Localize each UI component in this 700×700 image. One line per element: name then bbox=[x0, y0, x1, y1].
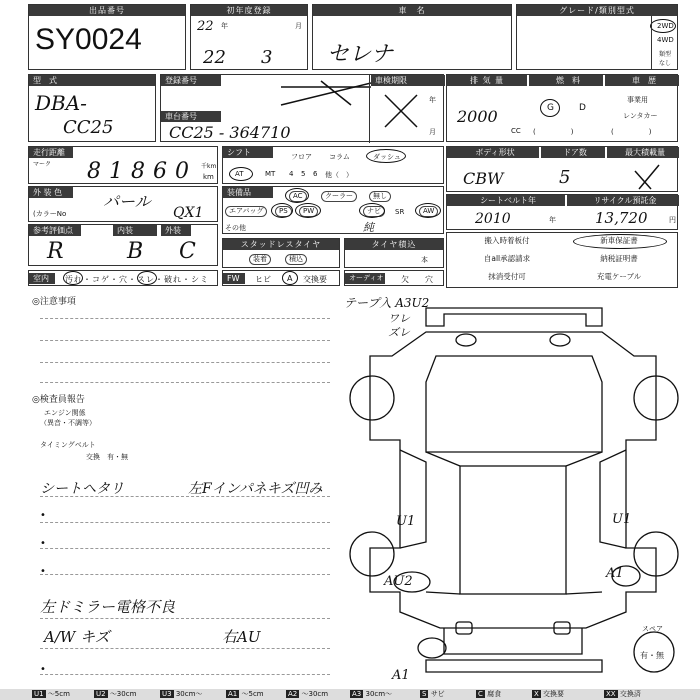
equip-ps-circle bbox=[271, 203, 293, 218]
doc-charging-cable: 充電ケーブル bbox=[596, 272, 642, 281]
diagram-au2: AU2 bbox=[384, 574, 413, 589]
tire-load-unit: 本 bbox=[421, 256, 428, 264]
first-reg-month: 3 bbox=[261, 47, 273, 68]
shift-4: 4 bbox=[289, 170, 294, 178]
grade-box bbox=[516, 4, 678, 70]
fuel-g: G bbox=[547, 103, 554, 113]
audio-hole: 穴 bbox=[425, 275, 433, 284]
legend-u3: U3 30cm～ bbox=[162, 690, 203, 698]
legend-a2: A2 ～30cm bbox=[288, 690, 329, 698]
model-type-box bbox=[28, 74, 156, 142]
remark-panel: 左Fインパネキズ凹み bbox=[188, 481, 323, 497]
recycle-label: リサイクル預託金 bbox=[567, 195, 679, 206]
car-name: セレナ bbox=[327, 42, 394, 67]
equip-none: 無し bbox=[369, 191, 391, 202]
inspector-belt: タイミングベルト bbox=[40, 441, 96, 449]
inspection-cross bbox=[381, 91, 421, 131]
body-box bbox=[446, 146, 678, 192]
fw-crack: ヒビ bbox=[255, 275, 271, 284]
legend-s: S サビ bbox=[422, 690, 445, 698]
mileage-unit: km bbox=[203, 173, 214, 181]
inspector-belt-opts: 交換 有・無 bbox=[86, 453, 128, 461]
grade-label: グレード/類別型式 bbox=[517, 5, 677, 16]
diagram-shift: ズレ bbox=[388, 326, 410, 339]
remark-seat: シートヘタリ bbox=[40, 481, 124, 497]
doors-value: 5 bbox=[559, 167, 571, 188]
diagram-crack: ワレ bbox=[388, 312, 410, 325]
doors-label: ドア数 bbox=[541, 147, 605, 158]
tire-load-box bbox=[344, 238, 444, 268]
interior-grade-label: 内装 bbox=[113, 225, 157, 236]
body-shape-value: CBW bbox=[463, 169, 504, 188]
fw-box bbox=[222, 270, 340, 286]
chassis-number: CC25 - 364710 bbox=[169, 123, 291, 142]
remark-right-au: 右AU bbox=[222, 628, 261, 646]
studless-box bbox=[222, 238, 340, 268]
color-code-label: (カラーNo bbox=[33, 210, 67, 218]
diagram-a1-right: A1 bbox=[606, 566, 624, 581]
shift-dash: ダッシュ bbox=[373, 153, 401, 161]
shift-column: コラム bbox=[329, 153, 350, 161]
fuel-g-circle bbox=[540, 99, 560, 117]
exterior-grade-label: 外装 bbox=[161, 225, 191, 236]
fuel-d: D bbox=[579, 103, 586, 113]
equipment-box bbox=[222, 186, 444, 234]
displacement-label: 排 気 量 bbox=[447, 75, 527, 86]
remark-aw: A/W キズ bbox=[44, 628, 110, 646]
color-box bbox=[28, 186, 218, 222]
tire-load-label: タイヤ積込 bbox=[345, 239, 443, 250]
equip-navi: ナビ bbox=[363, 206, 385, 217]
displacement-box: 排 気 量 燃 料 車 歴 2000 CC G D ( ) 事業用 レンタカー ( ) bbox=[446, 74, 678, 142]
equip-other-label: その他 bbox=[225, 224, 246, 232]
reg-number-cross bbox=[221, 77, 371, 107]
interior-cond-box bbox=[28, 270, 218, 286]
registration-box bbox=[160, 74, 444, 142]
equip-other-value: 純 bbox=[363, 221, 374, 234]
fw-replace: 交換要 bbox=[303, 275, 327, 284]
first-registration-box bbox=[190, 4, 308, 70]
shift-5: 5 bbox=[301, 170, 306, 178]
fuel-label: 燃 料 bbox=[529, 75, 603, 86]
doc-deregistration: 抹消受付可 bbox=[488, 272, 526, 281]
shift-at: AT bbox=[235, 170, 244, 178]
inspector-engine: エンジン関係 bbox=[44, 409, 86, 417]
inspector-engine-sub: （異音・不調等） bbox=[40, 419, 96, 427]
capacity-cross bbox=[627, 161, 667, 191]
diagram-u1-left: U1 bbox=[396, 514, 416, 529]
recycle-unit: 円 bbox=[669, 216, 676, 224]
equipment-label: 装備品 bbox=[223, 187, 273, 198]
first-reg-month-unit: 月 bbox=[295, 22, 302, 30]
interior-dirt-circle bbox=[63, 271, 83, 285]
displacement-value: 2000 bbox=[457, 107, 498, 126]
legend-xx: XX 交換済 bbox=[606, 690, 641, 698]
car-name-label: 車 名 bbox=[313, 5, 511, 16]
fw-a: A bbox=[287, 274, 293, 283]
displacement-unit: CC bbox=[511, 127, 521, 135]
documents-box bbox=[446, 232, 678, 288]
inspector-title: ◎検査員報告 bbox=[32, 395, 85, 405]
interior-cond-items: 汚れ・コゲ・穴・スレ・破れ・シミ bbox=[65, 275, 209, 284]
interior-cond-label: 室内 bbox=[29, 273, 55, 284]
shift-other: 他（ ） bbox=[325, 171, 353, 179]
mileage-value: 81860 bbox=[87, 159, 197, 184]
model-type-line2: CC25 bbox=[63, 117, 114, 138]
exterior-grade: C bbox=[179, 239, 196, 264]
car-condition-diagram bbox=[340, 292, 685, 688]
model-type-label: 型 式 bbox=[29, 75, 155, 86]
equip-navi-circle bbox=[359, 203, 385, 218]
shift-box bbox=[222, 146, 444, 184]
grade-other: 類型なし bbox=[659, 51, 672, 67]
color-label: 外 装 色 bbox=[29, 187, 73, 198]
audio-label: オーディオ bbox=[345, 273, 385, 284]
doc-arrival-plate: 搬入時着板付 bbox=[484, 236, 530, 245]
shift-dash-circle bbox=[366, 149, 406, 163]
inspection-year-unit: 年 bbox=[429, 96, 436, 104]
chassis-label: 車台番号 bbox=[161, 111, 221, 122]
first-reg-era: 22 bbox=[197, 19, 214, 34]
mileage-mark-label: マーク bbox=[33, 161, 52, 168]
capacity-label: 最大積載量 bbox=[607, 147, 679, 158]
reg-number-label: 登録番号 bbox=[161, 75, 221, 86]
mileage-label: 走行距離 bbox=[29, 147, 73, 158]
model-type-line1: DBA- bbox=[35, 91, 87, 115]
grades-label: 参考評価点 bbox=[29, 225, 81, 236]
shift-mt: MT bbox=[265, 170, 276, 178]
doc-warranty: 新車保証書 bbox=[600, 236, 638, 245]
legend-u2: U2 ～30cm bbox=[96, 690, 137, 698]
studless-opt2: 積込 bbox=[285, 254, 307, 265]
equip-aw: AW bbox=[419, 206, 438, 217]
mileage-box bbox=[28, 146, 218, 184]
spare-label: スペア bbox=[642, 625, 663, 633]
lot-number: SY0024 bbox=[35, 23, 142, 56]
diagram-a1-bottom: A1 bbox=[392, 668, 410, 683]
seatbelt-label: シートベルト年 bbox=[447, 195, 565, 206]
equip-pw: PW bbox=[299, 206, 318, 217]
interior-scuff-circle bbox=[137, 271, 157, 285]
legend-x: X 交換要 bbox=[534, 690, 565, 698]
equip-ps: PS bbox=[275, 206, 292, 217]
lot-number-box bbox=[28, 4, 186, 70]
color-value: パール bbox=[103, 192, 151, 211]
first-reg-year: 22 bbox=[203, 47, 226, 68]
doc-self-approval: 自all承認請求 bbox=[483, 254, 531, 263]
vehicle-business: 事業用 bbox=[627, 96, 648, 104]
spare-value: 有・無 bbox=[640, 651, 664, 660]
legend-u1: U1 ～5cm bbox=[34, 690, 70, 698]
seatbelt-box bbox=[446, 194, 678, 230]
doc-warranty-circle bbox=[573, 234, 667, 249]
shift-floor: フロア bbox=[291, 153, 312, 161]
legend-c: C 腐食 bbox=[478, 690, 502, 698]
vehicle-rental: レンタカー bbox=[623, 112, 658, 120]
audio-missing: 欠 bbox=[401, 275, 409, 284]
body-shape-label: ボディ形状 bbox=[447, 147, 539, 158]
seatbelt-value: 2010 bbox=[475, 211, 511, 227]
equip-ac-circle bbox=[285, 188, 309, 203]
equip-ac: AC bbox=[289, 191, 307, 202]
lot-number-label: 出品番号 bbox=[29, 5, 185, 16]
equip-sr: SR bbox=[395, 208, 405, 216]
interior-grade: B bbox=[127, 239, 144, 264]
legend-a3: A3 30cm～ bbox=[352, 690, 393, 698]
diagram-u1-right: U1 bbox=[612, 512, 632, 527]
overall-score: R bbox=[47, 239, 64, 264]
legend-a1: A1 ～5cm bbox=[228, 690, 264, 698]
vehicle-history-label: 車 歴 bbox=[605, 75, 679, 86]
studless-opt1: 装着 bbox=[249, 254, 271, 265]
fw-a-circle bbox=[282, 271, 298, 285]
diagram-top-note: テープ入 A3U2 bbox=[344, 296, 430, 310]
audio-box bbox=[344, 270, 444, 286]
remark-mirror: 左ドミラー電格不良 bbox=[40, 598, 176, 616]
recycle-value: 13,720 bbox=[595, 209, 648, 227]
doc-tax-cert: 納税証明書 bbox=[600, 254, 638, 263]
grade-2wd-circle bbox=[650, 19, 676, 33]
notes-title: ◎注意事項 bbox=[32, 297, 76, 307]
grade-value: QX1 bbox=[173, 205, 204, 221]
equip-airbag: エアバッグ bbox=[225, 206, 267, 217]
grade-4wd: 4WD bbox=[657, 36, 674, 44]
seatbelt-unit: 年 bbox=[549, 216, 556, 224]
car-name-box bbox=[312, 4, 512, 70]
shift-at-circle bbox=[229, 167, 253, 181]
studless-label: スタッドレスタイヤ bbox=[223, 239, 339, 250]
shift-6: 6 bbox=[313, 170, 318, 178]
equip-cooler: クーラー bbox=[321, 191, 357, 202]
inspection-label: 車検期限 bbox=[371, 75, 445, 86]
equip-aw-circle bbox=[415, 203, 441, 218]
equip-pw-circle bbox=[295, 203, 321, 218]
fw-label: FW bbox=[223, 273, 245, 284]
shift-label: シフト bbox=[223, 147, 273, 158]
mileage-unit2: 千km bbox=[201, 163, 217, 170]
inspection-month-unit: 月 bbox=[429, 128, 436, 136]
first-registration-label: 初年度登録 bbox=[191, 5, 307, 16]
first-reg-year-unit: 年 bbox=[221, 22, 228, 30]
grades-box bbox=[28, 224, 218, 266]
grade-2wd: 2WD bbox=[657, 22, 674, 30]
